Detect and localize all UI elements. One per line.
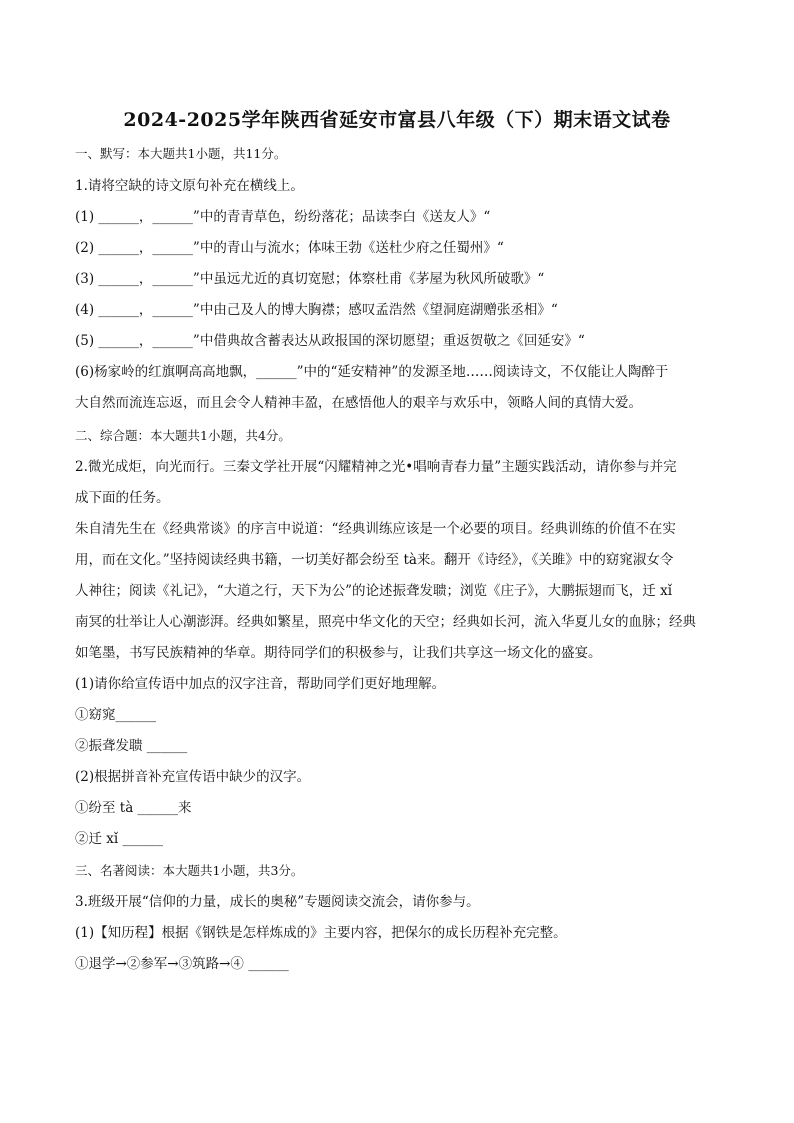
question-1-blank-6-cont: 大自然而流连忘返，而且会令人精神丰盈，在感悟他人的艰辛与欢乐中，领略人间的真情大爱。 [75, 395, 642, 411]
question-2-part-1-item-2: ②振聋发聩 ______ [75, 738, 188, 754]
passage-line-3: 人神往；阅读《礼记》，“大道之行，天下为公”的论述振聋发聩；浏览《庄子》，大鹏振翅而飞，迁 xǐ [75, 583, 673, 599]
question-2-part-2-item-2: ②迁 xǐ ______ [75, 831, 164, 847]
question-1-blank-6: (6)杨家岭的红旗啊高高地飘，______”中的“延安精神”的发源圣地……阅读诗文，不仅能让人陶醉于 [75, 364, 669, 380]
question-2-stem: 2.微光成炬，向光而行。三秦文学社开展“闪耀精神之光•唱响青春力量”主题实践活动，请你参与并完 [75, 459, 677, 475]
question-3-part-1: (1)【知历程】根据《钢铁是怎样炼成的》主要内容，把保尔的成长历程补充完整。 [75, 925, 567, 941]
question-3-stem: 3.班级开展“信仰的力量，成长的奥秘”专题阅读交流会，请你参与。 [75, 894, 480, 910]
question-2-part-2: (2)根据拼音补充宣传语中缺少的汉字。 [75, 769, 311, 785]
question-2-part-1: (1)请你给宣传语中加点的汉字注音，帮助同学们更好地理解。 [75, 676, 446, 692]
question-1-stem: 1.请将空缺的诗文原句补充在横线上。 [75, 178, 304, 194]
question-1-blank-5: (5) ______，______”中借典故含蓄表达从政报国的深切愿望；重返贺敬之《回延安》“ [75, 333, 585, 349]
question-1-blank-2: (2) ______，______”中的青山与流水；体味王勃《送杜少府之任蜀州》“ [75, 240, 504, 256]
question-1-blank-3: (3) ______，______”中虽远尤近的真切宽慰；体察杜甫《茅屋为秋风所破歌》“ [75, 271, 545, 287]
passage-line-2: 用，而在文化。”坚持阅读经典书籍，一切美好都会纷至 tà来。翻开《诗经》，《关雎》中的窈窕淑女令 [75, 552, 674, 568]
section-3-heading: 三、名著阅读：本大题共1小题，共3分。 [75, 863, 304, 878]
section-1-heading: 一、默写：本大题共1小题，共11分。 [75, 146, 287, 161]
question-2-part-1-item-1: ①窈窕______ [75, 707, 156, 723]
question-2-part-2-item-1: ①纷至 tà ______来 [75, 800, 192, 816]
exam-title: 2024-2025学年陕西省延安市富县八年级（下）期末语文试卷 [123, 109, 671, 131]
question-3-part-1-item: ①退学→②参军→③筑路→④ ______ [75, 956, 289, 972]
passage-line-1: 朱自清先生在《经典常谈》的序言中说道：“经典训练应该是一个必要的项目。经典训练的价值不在实 [75, 521, 676, 537]
question-1-blank-4: (4) ______，______”中由己及人的博大胸襟；感叹孟浩然《望洞庭湖赠张丞相》“ [75, 302, 558, 318]
passage-line-5: 如笔墨，书写民族精神的华章。期待同学们的积极参与，让我们共享这一场文化的盛宴。 [75, 645, 602, 661]
passage-line-4: 南冥的壮举让人心潮澎湃。经典如繁星，照亮中华文化的天空；经典如长河，流入华夏儿女的血脉；经典 [75, 614, 696, 630]
question-2-stem-cont: 成下面的任务。 [75, 490, 170, 506]
question-1-blank-1: (1) ______，______”中的青青草色，纷纷落花；品读李白《送友人》“ [75, 209, 491, 225]
section-2-heading: 二、综合题：本大题共1小题，共4分。 [75, 428, 291, 443]
